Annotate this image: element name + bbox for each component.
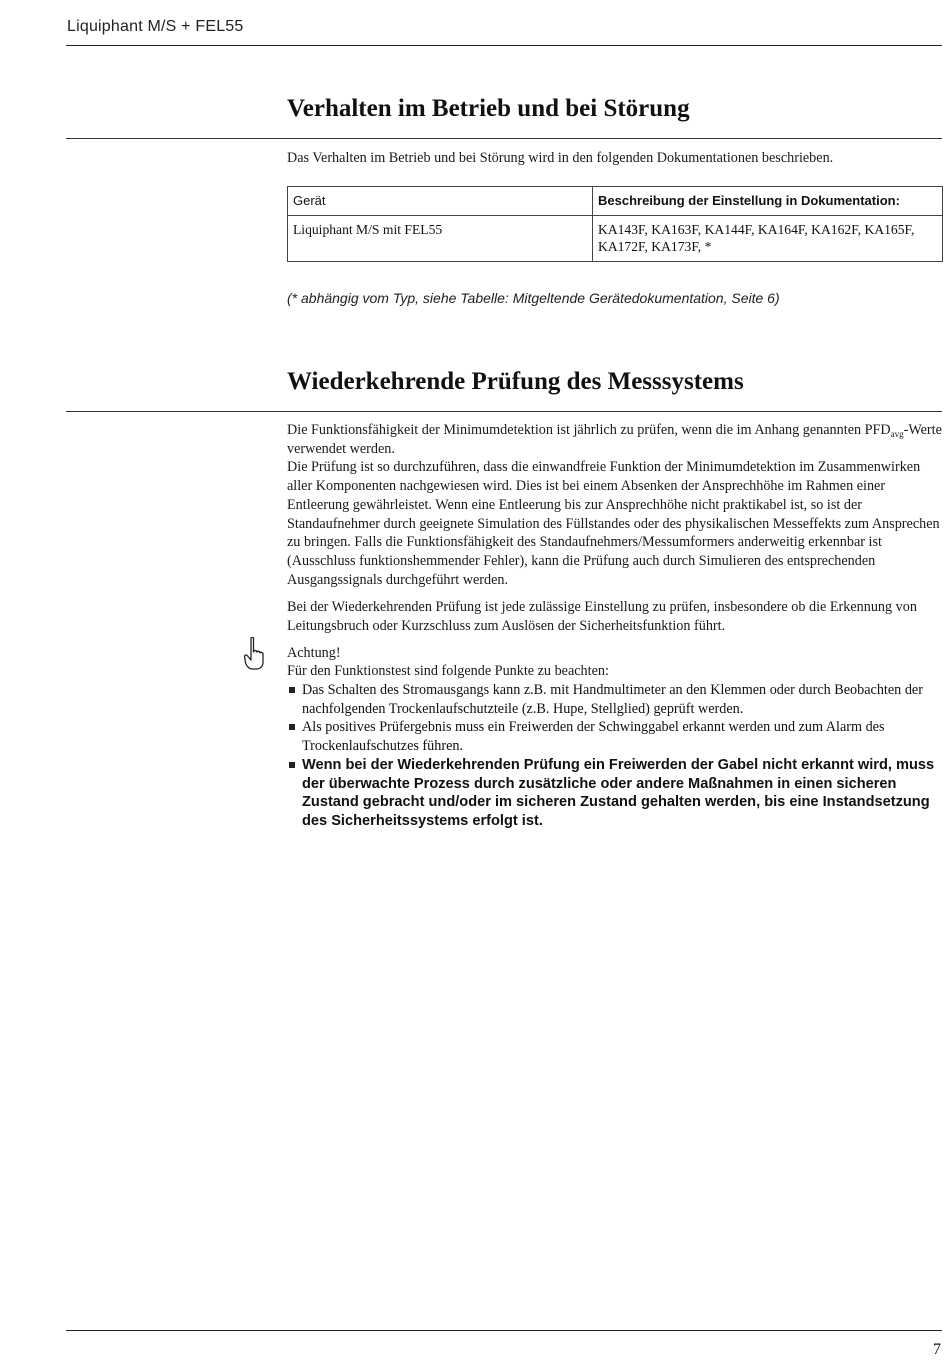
page-number: 7 — [933, 1341, 941, 1358]
list-item — [287, 718, 943, 755]
table-cell: KA143F, KA163F, KA144F, KA164F, KA162F, KA165F, KA172F, KA173F, * — [593, 216, 943, 262]
list-item-text: Wenn bei der Wiederkehrenden Prüfung ein Freiwerden der Gabel nicht erkannt wird, muss der überwachte Prozess durch zusätzliche oder andere Maßnahmen in einen sicheren Zustand gebracht und/oder im sicheren Zustand gehalten werden, bis eine Instandsetzung des Sicherheitssystems erfolgt ist. — [302, 756, 935, 829]
footer-rule — [66, 1330, 942, 1331]
table-cell: Liquiphant M/S mit FEL55 — [288, 216, 593, 262]
documentation-table — [287, 186, 943, 262]
table-header-cell: Beschreibung der Einstellung in Dokumentation: — [593, 187, 943, 216]
list-item-text: Als positives Prüfergebnis muss ein Freiwerden der Schwinggabel erkannt werden und zum Alarm des Trockenlaufschutzes führen. — [302, 719, 885, 755]
caution-intro: Für den Funktionstest sind folgende Punkte zu beachten: — [287, 663, 609, 679]
list-item — [287, 681, 943, 718]
list-item-text: Das Schalten des Stromausgangs kann z.B. mit Handmultimeter an den Klemmen oder durch Beobachten der nachfolgenden Trockenlaufschutzteile (z.B. Hupe, Stellglied) geprüft werden. — [302, 682, 923, 717]
subscript-text: avg — [890, 429, 904, 439]
bullet-square-icon — [289, 687, 295, 693]
header-rule — [66, 45, 942, 46]
caution-bullet-list — [287, 681, 943, 831]
caution-title: Achtung! — [287, 645, 341, 661]
body-paragraph — [287, 421, 943, 589]
section-rule — [66, 138, 942, 139]
section-rule — [66, 411, 942, 412]
bullet-square-icon — [289, 762, 295, 768]
section-heading-operation: Verhalten im Betrieb und bei Störung — [287, 95, 690, 122]
table-header-cell: Gerät — [288, 187, 593, 216]
section-heading-periodic-test: Wiederkehrende Prüfung des Messsystems — [287, 368, 744, 395]
intro-paragraph: Das Verhalten im Betrieb und bei Störung wird in den folgenden Dokumentationen beschrieben. — [287, 150, 834, 166]
table-header-row — [288, 187, 943, 216]
paragraph-text: Die Funktionsfähigkeit der Minimumdetektion ist jährlich zu prüfen, wenn die im Anhang genannten PFD — [287, 422, 891, 438]
paragraph-text: Die Prüfung ist so durchzuführen, dass die einwandfreie Funktion der Minimumdetektion im Zusammenwirken aller Komponenten nachgewiesen wird. Dies ist bei einem Absenken der Ansprechhöhe im Rahmen einer Entleerung gewährleistet. Wenn eine Entleerung bis zur Ansprechhöhe nicht praktikabel ist, so ist der Standaufnehmer durch geeignete Simulation des Füllstandes oder des physikalischen Messeffekts zum Ansprechen zu bringen. Falls die Funktionsfähigkeit des Standaufnehmers/Messumformers anderweitig erkennbar ist (Ausschluss funktionshemmender Fehler), kann die Prüfung auch durch Simulieren des entsprechenden Ausgangssignals durchgeführt werden. — [287, 459, 940, 588]
table-row — [288, 216, 943, 262]
running-header-title: Liquiphant M/S + FEL55 — [67, 18, 244, 35]
pointing-hand-icon — [242, 636, 266, 672]
body-paragraph: Bei der Wiederkehrenden Prüfung ist jede zulässige Einstellung zu prüfen, insbesondere ob die Erkennung von Leitungsbruch oder Kurzschluss zum Auslösen der Sicherheitsfunktion führt. — [287, 599, 917, 634]
paragraph-text: -Werte verwendet werden. — [287, 422, 942, 457]
bullet-square-icon — [289, 724, 295, 730]
table-footnote: (* abhängig vom Typ, siehe Tabelle: Mitgeltende Gerätedokumentation, Seite 6) — [287, 290, 780, 306]
list-item — [287, 756, 943, 831]
